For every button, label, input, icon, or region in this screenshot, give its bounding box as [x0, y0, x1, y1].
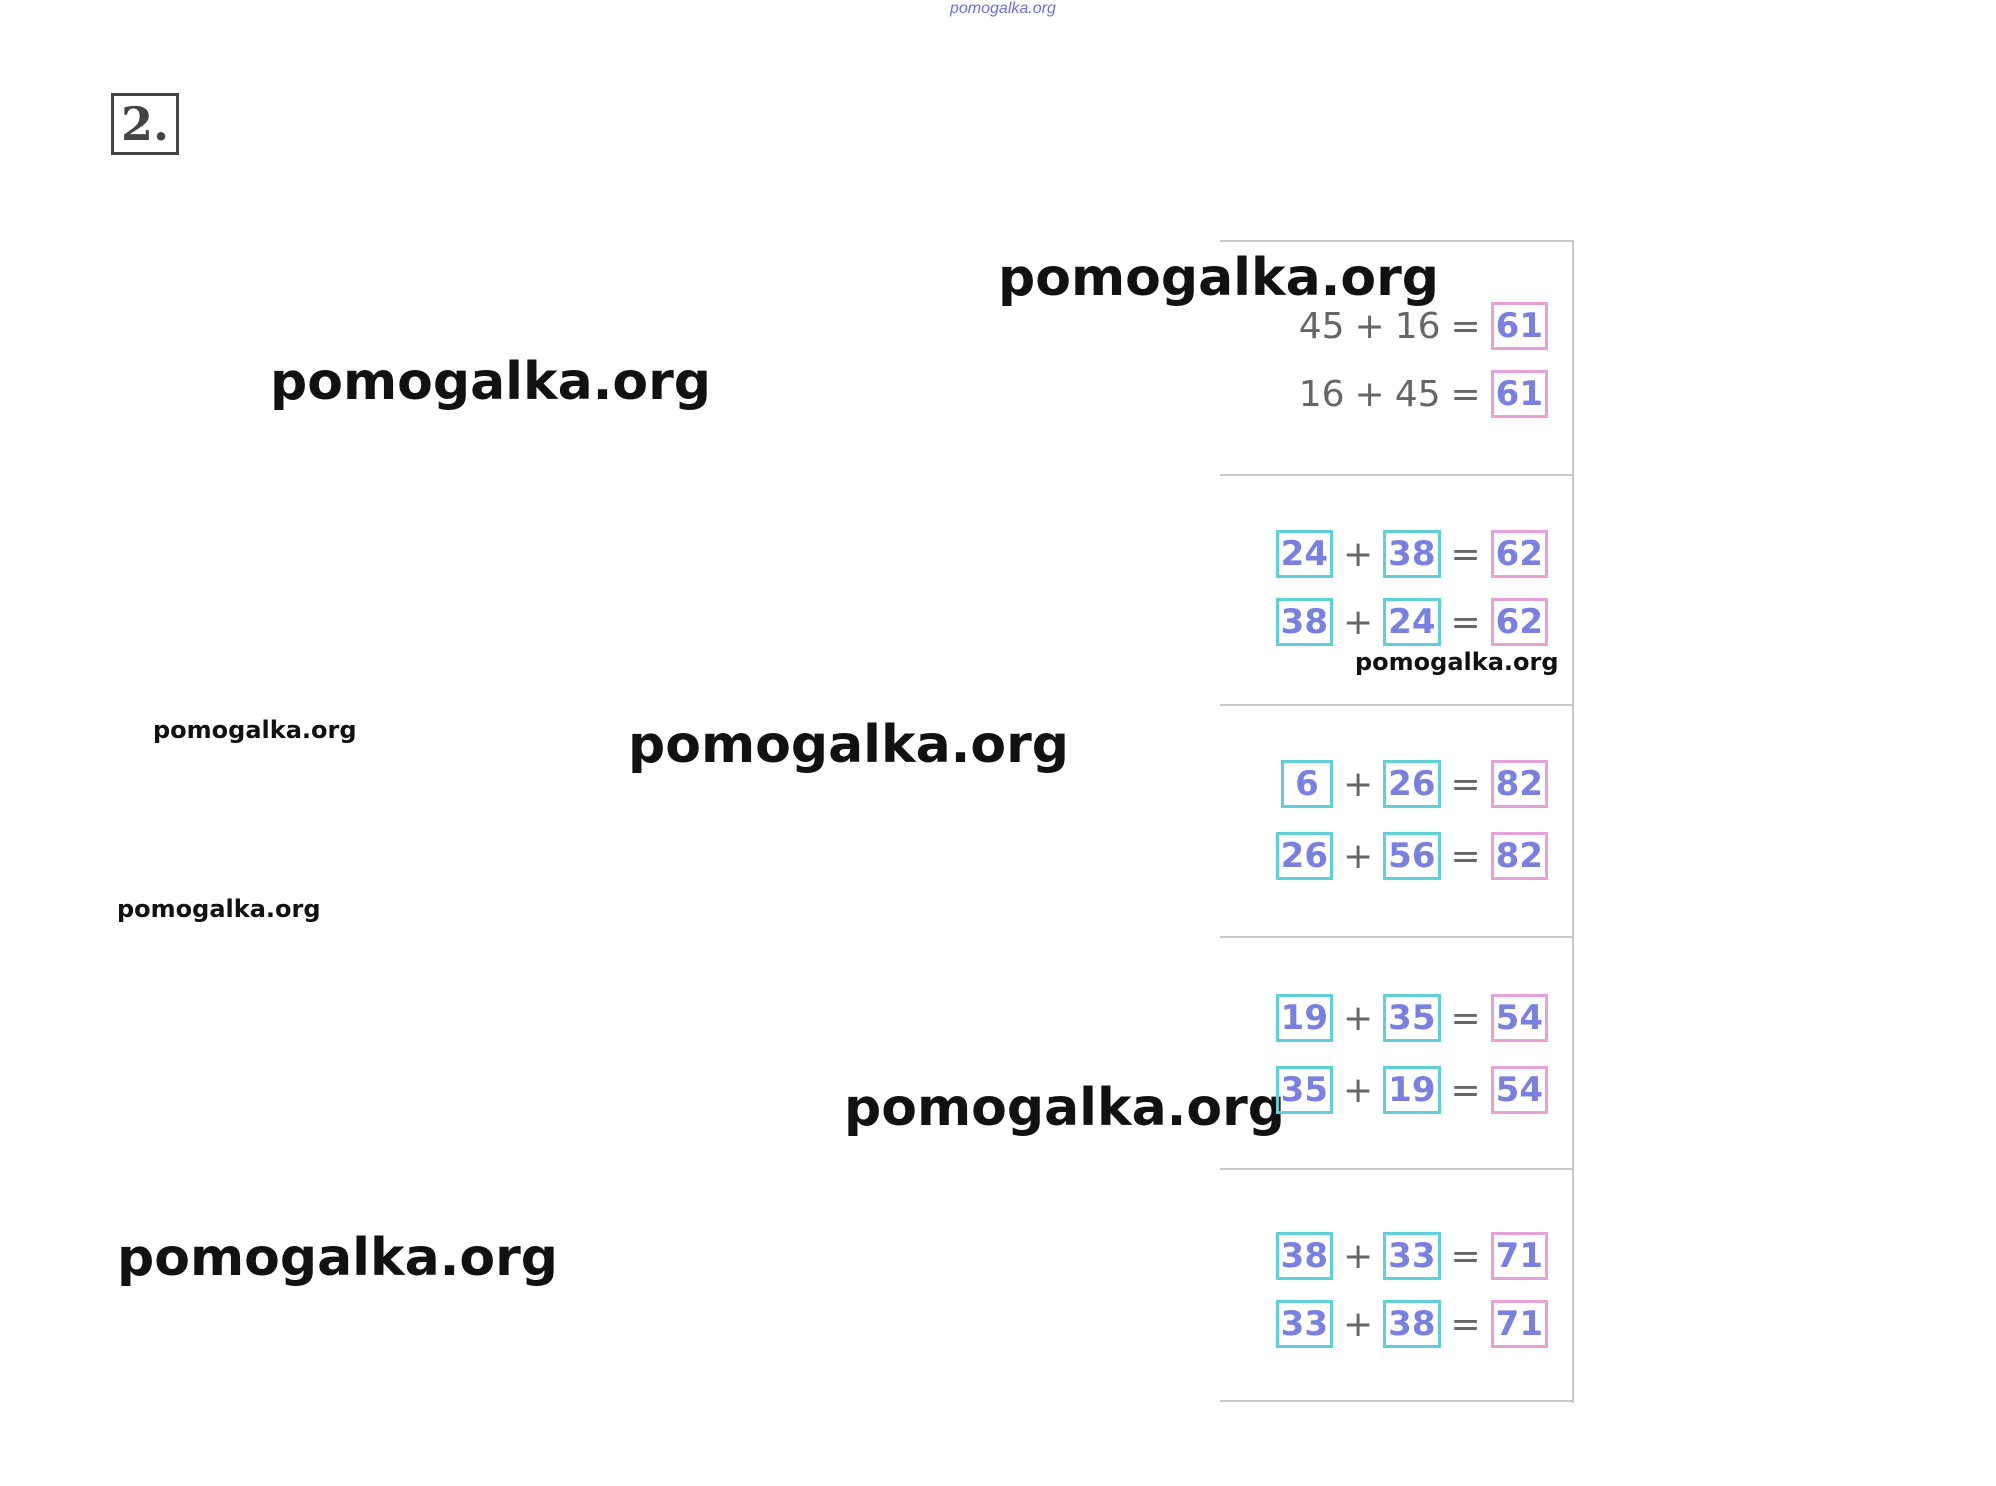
plus-sign: +	[1343, 763, 1374, 805]
equation-panel	[1220, 1168, 1572, 1402]
addend-a-box: 19	[1276, 994, 1333, 1042]
equation-panel	[1220, 936, 1572, 1170]
addend-a-box: 35	[1276, 1066, 1333, 1114]
sum-box: 71	[1491, 1300, 1548, 1348]
plus-sign: +	[1343, 835, 1374, 877]
equals-sign: =	[1450, 601, 1481, 643]
addend-a-box: 6	[1281, 760, 1333, 808]
plus-sign: +	[1343, 1303, 1374, 1345]
sum-box: 82	[1491, 832, 1548, 880]
sum-box: 71	[1491, 1232, 1548, 1280]
equation-row	[1276, 1231, 1548, 1281]
equation-row	[1299, 301, 1548, 351]
addend-b-box: 24	[1383, 598, 1440, 646]
addend-a: 45	[1298, 305, 1345, 347]
addend-b-box: 38	[1383, 530, 1440, 578]
addend-a-box: 38	[1276, 1232, 1333, 1280]
equation-panel	[1220, 704, 1572, 938]
addend-a: 16	[1298, 373, 1345, 415]
equation-panel	[1220, 472, 1572, 706]
plus-sign: +	[1354, 305, 1385, 347]
sum-box: 62	[1491, 530, 1548, 578]
watermark: pomogalka.org	[270, 352, 712, 412]
sum-box: 54	[1491, 1066, 1548, 1114]
addend-b-box: 26	[1383, 760, 1440, 808]
site-mark: pomogalka.org	[950, 0, 1056, 17]
equation-row	[1276, 597, 1548, 647]
equation-row	[1276, 529, 1548, 579]
addend-a-box: 33	[1276, 1300, 1333, 1348]
watermark: pomogalka.org	[628, 715, 1070, 775]
equation-row	[1299, 369, 1548, 419]
sum-box: 61	[1491, 302, 1548, 350]
sum-box: 62	[1491, 598, 1548, 646]
equation-row	[1276, 831, 1548, 881]
sum-box: 82	[1491, 760, 1548, 808]
equation-row	[1276, 993, 1548, 1043]
watermark: pomogalka.org	[1355, 648, 1559, 676]
plus-sign: +	[1343, 1235, 1374, 1277]
addend-a-box: 38	[1276, 598, 1333, 646]
sum-box: 54	[1491, 994, 1548, 1042]
equals-sign: =	[1450, 305, 1481, 347]
equation-row	[1281, 759, 1548, 809]
sum-box: 61	[1491, 370, 1548, 418]
task-number: 2.	[111, 93, 179, 155]
watermark: pomogalka.org	[117, 895, 321, 923]
equals-sign: =	[1450, 835, 1481, 877]
equals-sign: =	[1450, 1235, 1481, 1277]
equals-sign: =	[1450, 1069, 1481, 1111]
watermark: pomogalka.org	[153, 716, 357, 744]
watermark: pomogalka.org	[117, 1228, 559, 1288]
equals-sign: =	[1450, 533, 1481, 575]
addend-b: 45	[1394, 373, 1441, 415]
equals-sign: =	[1450, 1303, 1481, 1345]
equals-sign: =	[1450, 997, 1481, 1039]
addend-b-box: 19	[1383, 1066, 1440, 1114]
plus-sign: +	[1343, 1069, 1374, 1111]
equation-strip	[1220, 240, 1574, 1403]
plus-sign: +	[1343, 533, 1374, 575]
addend-b: 16	[1394, 305, 1441, 347]
addend-b-box: 56	[1383, 832, 1440, 880]
plus-sign: +	[1354, 373, 1385, 415]
equals-sign: =	[1450, 373, 1481, 415]
equation-panel	[1220, 240, 1572, 476]
equation-row	[1276, 1065, 1548, 1115]
plus-sign: +	[1343, 601, 1374, 643]
watermark: pomogalka.org	[844, 1078, 1286, 1138]
equation-row	[1276, 1299, 1548, 1349]
addend-b-box: 38	[1383, 1300, 1440, 1348]
addend-b-box: 33	[1383, 1232, 1440, 1280]
addend-b-box: 35	[1383, 994, 1440, 1042]
equals-sign: =	[1450, 763, 1481, 805]
addend-a-box: 24	[1276, 530, 1333, 578]
addend-a-box: 26	[1276, 832, 1333, 880]
watermark: pomogalka.org	[998, 248, 1440, 308]
plus-sign: +	[1343, 997, 1374, 1039]
